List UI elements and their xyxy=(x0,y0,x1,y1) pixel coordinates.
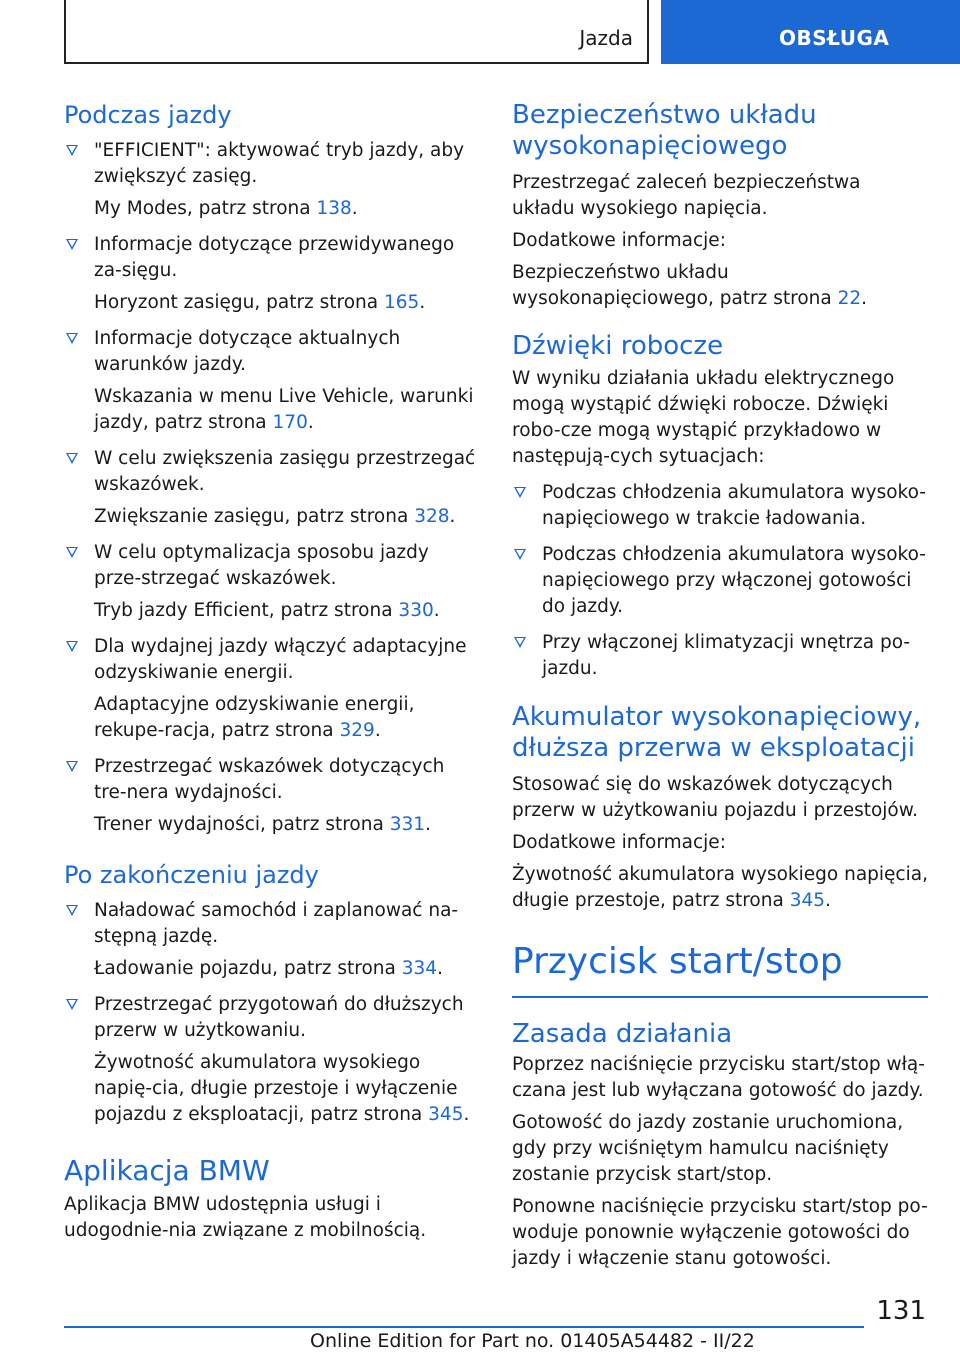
page-link[interactable]: 334 xyxy=(401,958,438,979)
footer-divider xyxy=(64,1326,864,1328)
section-battery-title: Akumulator wysokonapięciowy, dłuższa przerwa w eksploatacji xyxy=(512,702,922,763)
header-chapter-title: OBSŁUGA xyxy=(779,26,890,50)
hv-safety-more: Dodatkowe informacje: xyxy=(512,230,726,251)
list-item xyxy=(64,898,479,982)
ref-text: My Modes, patrz strona xyxy=(94,198,317,219)
section-bmw-app-title: Aplikacja BMW xyxy=(64,1154,270,1187)
list-item xyxy=(64,138,479,222)
section-during-drive-title: Podczas jazdy xyxy=(64,101,232,129)
battery-text: Stosować się do wskazówek dotyczących przerw w użytkowaniu pojazdu i przestojów. xyxy=(512,774,919,821)
list-item-text: W celu optymalizacja sposobu jazdy prze-strzegać wskazówek. xyxy=(94,542,429,589)
list-item-text: Naładować samochód i zaplanować na-stępną jazdę. xyxy=(94,900,459,947)
page-link[interactable]: 138 xyxy=(316,198,352,219)
principle-paragraph-2: Gotowość do jazdy zostanie uruchomiona, gdy przy wciśniętym hamulcu naciśnięty zostanie przycisk start/stop. xyxy=(512,1112,904,1185)
battery-more: Dodatkowe informacje: xyxy=(512,832,726,853)
hv-safety-text: Przestrzegać zaleceń bezpieczeństwa układu wysokiego napięcia. xyxy=(512,172,861,219)
list-item xyxy=(512,480,928,532)
ref-text: Zwiększanie zasięgu, patrz strona xyxy=(94,506,415,527)
list-item-text: Przestrzegać wskazówek dotyczących tre-nera wydajności. xyxy=(94,756,445,803)
list-item-ref: Horyzont zasięgu, patrz strona 165. xyxy=(94,292,426,313)
list-item-text: Przy włączonej klimatyzacji wnętrza po-jazdu. xyxy=(542,632,911,679)
principle-paragraph-3: Ponowne naciśnięcie przycisku start/stop po-woduje ponownie wyłączenie gotowości do jazdy i włączenie stanu gotowości. xyxy=(512,1196,928,1269)
bullet-triangle-icon xyxy=(66,905,78,916)
ref-text: Trener wydajności, patrz strona xyxy=(94,814,390,835)
bullet-triangle-icon xyxy=(514,549,526,560)
page-link[interactable]: 330 xyxy=(398,600,434,621)
page-link[interactable]: 329 xyxy=(339,720,375,741)
list-item-text: "EFFICIENT": aktywować tryb jazdy, aby zwiększyć zasięg. xyxy=(94,140,465,187)
list-item xyxy=(64,634,479,744)
list-item xyxy=(512,542,928,620)
footer-edition: Online Edition for Part no. 01405A54482 - II/22 xyxy=(310,1330,755,1352)
sounds-text: W wyniku działania układu elektrycznego mogą wystąpić dźwięki robocze. Dźwięki robo-cze mogą wystąpić przykładowo w następują-cych sytuacjach: xyxy=(512,368,895,467)
list-item xyxy=(64,446,479,530)
battery-ref: Żywotność akumulatora wysokiego napięcia, długie przestoje, patrz strona 345. xyxy=(512,864,928,911)
list-item-ref: Adaptacyjne odzyskiwanie energii, rekupe-racja, patrz strona 329. xyxy=(94,694,415,741)
page-link[interactable]: 345 xyxy=(428,1104,464,1125)
list-item-text: Informacje dotyczące aktualnych warunków jazdy. xyxy=(94,328,401,375)
list-item-text: Dla wydajnej jazdy włączyć adaptacyjne odzyskiwanie energii. xyxy=(94,636,467,683)
section-sounds-title: Dźwięki robocze xyxy=(512,331,724,361)
list-item-ref: Ładowanie pojazdu, patrz strona 334. xyxy=(94,958,443,979)
list-item xyxy=(64,232,479,316)
list-item xyxy=(64,540,479,624)
list-item-text: Podczas chłodzenia akumulatora wysoko-napięciowego w trakcie ładowania. xyxy=(542,482,926,529)
list-item-ref: Zwiększanie zasięgu, patrz strona 328. xyxy=(94,506,456,527)
after-drive-list xyxy=(64,898,479,1128)
bullet-triangle-icon xyxy=(66,239,78,250)
page-link[interactable]: 345 xyxy=(789,890,826,911)
list-item-text: Informacje dotyczące przewidywanego za-sięgu. xyxy=(94,234,455,281)
ref-text: Ładowanie pojazdu, patrz strona xyxy=(94,958,402,979)
list-item-ref: Trener wydajności, patrz strona 331. xyxy=(94,814,431,835)
bullet-triangle-icon xyxy=(66,145,78,156)
bullet-triangle-icon xyxy=(66,641,78,652)
right-column xyxy=(512,100,928,1272)
page-link[interactable]: 165 xyxy=(384,292,420,313)
header-chapter-tab[interactable] xyxy=(661,0,960,64)
hv-safety-ref: Bezpieczeństwo układu wysokonapięciowego, patrz strona 22. xyxy=(512,262,868,309)
list-item xyxy=(64,326,479,436)
during-drive-list xyxy=(64,138,479,838)
bullet-triangle-icon xyxy=(66,453,78,464)
ref-text: Bezpieczeństwo układu wysokonapięciowego, patrz strona xyxy=(512,262,838,309)
chapter-divider xyxy=(512,996,928,998)
principle-paragraph-1: Poprzez naciśnięcie przycisku start/stop włą-czana jest lub wyłączana gotowość do jazdy. xyxy=(512,1054,925,1101)
list-item-text: Podczas chłodzenia akumulatora wysoko-napięciowego przy włączonej gotowości do jazdy. xyxy=(542,544,926,617)
section-after-drive-title: Po zakończeniu jazdy xyxy=(64,861,319,889)
page-link[interactable]: 170 xyxy=(272,412,308,433)
ref-text: Żywotność akumulatora wysokiego napię-cia, długie przestoje i wyłączenie pojazdu z eksploatacji, patrz strona xyxy=(94,1052,458,1125)
bmw-app-text: Aplikacja BMW udostępnia usługi i udogodnie-nia związane z mobilnością. xyxy=(64,1194,427,1241)
bullet-triangle-icon xyxy=(66,761,78,772)
bullet-triangle-icon xyxy=(514,637,526,648)
ref-text: Żywotność akumulatora wysokiego napięcia, długie przestoje, patrz strona xyxy=(512,864,928,911)
list-item-text: W celu zwiększenia zasięgu przestrzegać wskazówek. xyxy=(94,448,476,495)
ref-text: Adaptacyjne odzyskiwanie energii, rekupe-racja, patrz strona xyxy=(94,694,415,741)
chapter-start-stop-title: Przycisk start/stop xyxy=(512,941,843,982)
list-item-text: Przestrzegać przygotowań do dłuższych przerw w użytkowaniu. xyxy=(94,994,464,1041)
bullet-triangle-icon xyxy=(66,547,78,558)
list-item xyxy=(512,630,928,682)
ref-text: Horyzont zasięgu, patrz strona xyxy=(94,292,384,313)
ref-text: Tryb jazdy Efficient, patrz strona xyxy=(94,600,399,621)
sounds-list xyxy=(512,480,928,682)
header-section-title: Jazda xyxy=(579,26,633,50)
list-item-ref: Tryb jazdy Efficient, patrz strona 330. xyxy=(94,600,440,621)
bullet-triangle-icon xyxy=(66,999,78,1010)
page-number: 131 xyxy=(876,1296,926,1326)
page-link[interactable]: 331 xyxy=(389,814,426,835)
ref-text: Wskazania w menu Live Vehicle, warunki jazdy, patrz strona xyxy=(94,386,474,433)
page-link[interactable]: 22 xyxy=(837,288,862,309)
bullet-triangle-icon xyxy=(66,333,78,344)
header-section-box xyxy=(64,0,649,64)
list-item-ref: My Modes, patrz strona 138. xyxy=(94,198,358,219)
list-item xyxy=(64,754,479,838)
section-hv-safety-title: Bezpieczeństwo układu wysokonapięciowego xyxy=(512,100,817,161)
bullet-triangle-icon xyxy=(514,487,526,498)
section-principle-title: Zasada działania xyxy=(512,1019,733,1049)
page-link[interactable]: 328 xyxy=(414,506,450,527)
list-item-ref: Żywotność akumulatora wysokiego napię-cia, długie przestoje i wyłączenie pojazdu z eksploatacji, patrz strona 345. xyxy=(94,1052,470,1125)
left-column xyxy=(64,100,479,1244)
list-item-ref: Wskazania w menu Live Vehicle, warunki jazdy, patrz strona 170. xyxy=(94,386,474,433)
list-item xyxy=(64,992,479,1128)
